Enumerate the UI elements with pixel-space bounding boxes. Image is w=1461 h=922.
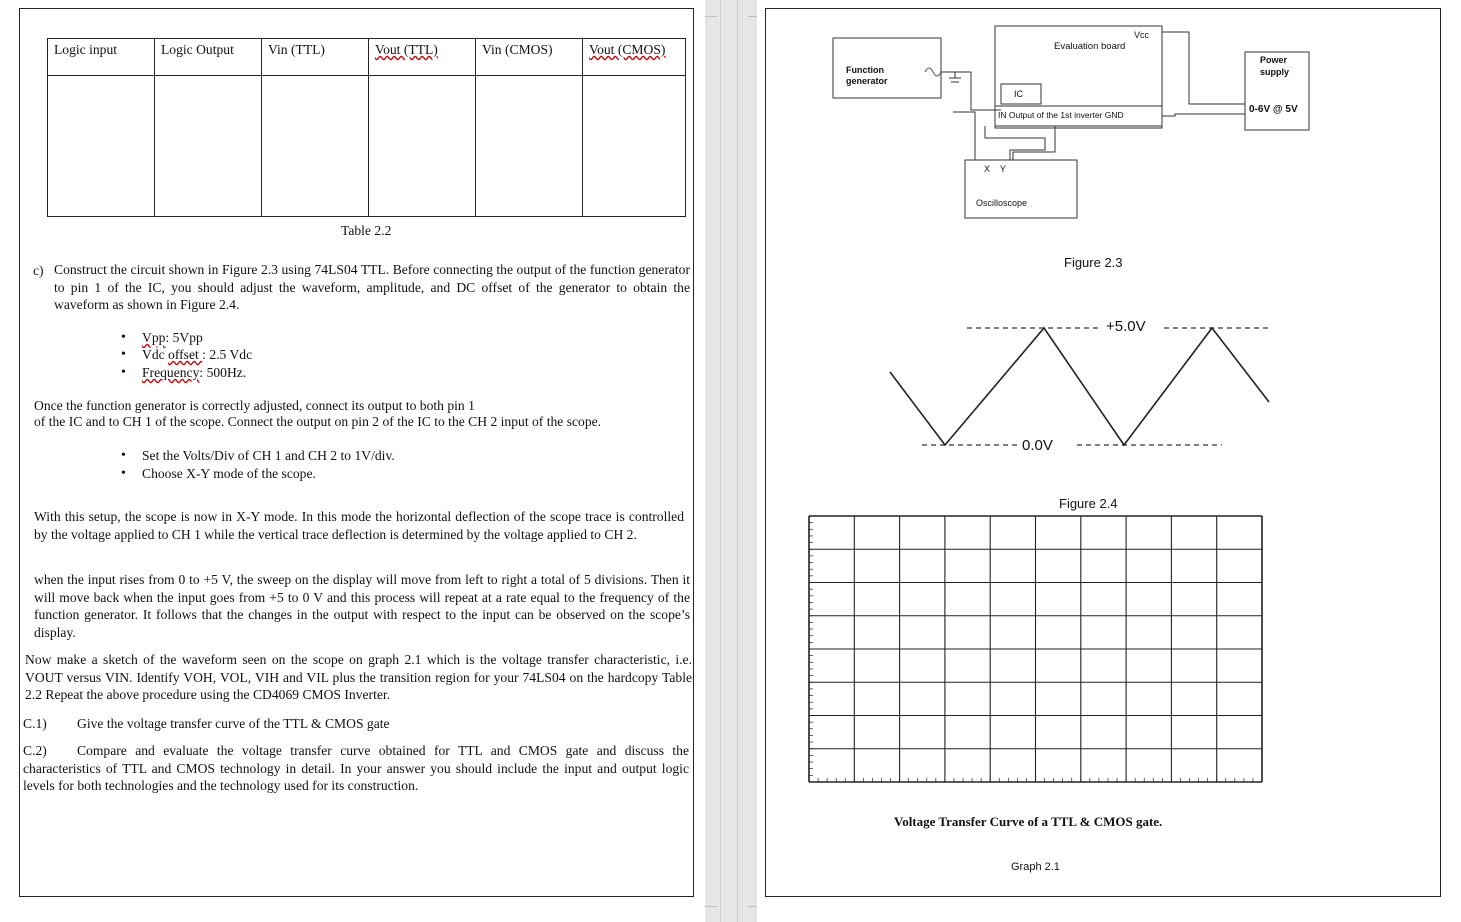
oscilloscope-box [965,160,1077,218]
connect-line-2: of the IC and to CH 1 of the scope. Connect the output on pin 2 of the IC to the CH 2 input of the scope. [34,414,602,429]
paragraph-sketch: Now make a sketch of the waveform seen on the scope on graph 2.1 which is the voltage transfer characteristic, i.e. VOUT versus VIN. Identify VOH, VOL, VIH and VIL plus the transition region for your 74LS04 on the hardcopy Table 2.2 Repeat the above procedure using the CD4069 CMOS Inverter. [25,652,692,702]
circuit-diagram [825,22,1325,227]
vcc-label: Vcc [1134,30,1150,40]
crop-mark [704,4,717,17]
table-cell [155,76,262,217]
pin-labels: IN Output of the 1st inverter GND [998,110,1124,120]
setting-frequency: • Frequency: 500Hz. [142,364,246,381]
setting-vdc-offset: • Vdc offset : 2.5 Vdc [142,346,252,363]
table-cell [583,76,686,217]
graph-grid [808,515,1263,783]
header-vout-ttl: Vout (TTL) [369,39,476,76]
header-vin-cmos: Vin (CMOS) [476,39,583,76]
header-vin-ttl: Vin (TTL) [262,39,369,76]
power-supply-label-2: supply [1260,67,1290,77]
measurement-table [47,38,686,217]
table-cell [369,76,476,217]
triangle-waveform [882,310,1277,460]
oscilloscope-label: Oscilloscope [976,198,1028,208]
paragraph-sweep: when the input rises from 0 to +5 V, the sweep on the display will move from left to right a total of 5 divisions. Then it will move back when the input goes from +5 to 0 V and this process will repeat at a rate equal to the frequency of the function generator. It follows that the changes in the output with respect to the input can be observed on the scope’s display. [34,572,690,640]
question-c1-label: C.1) [23,716,47,731]
power-supply-label-1: Power [1260,55,1288,65]
table-caption: Table 2.2 [341,223,392,238]
paragraph-xy-mode: With this setup, the scope is now in X-Y mode. In this mode the horizontal deflection of the scope trace is controlled by the voltage applied to CH 1 while the vertical trace deflection is determined by the voltage applied to CH 2. [34,509,684,542]
question-c2 [23,742,689,795]
graph-title: Voltage Transfer Curve of a TTL & CMOS gate. [894,814,1163,829]
graph-caption: Graph 2.1 [1011,861,1060,873]
connect-line-1: Once the function generator is correctly adjusted, connect its output to both pin 1 [34,398,475,413]
power-supply-value: 0-6V @ 5V [1249,104,1298,115]
question-c2-text: Compare and evaluate the voltage transfer curve obtained for TTL and CMOS gate and discuss the characteristics of TTL and CMOS technology in detail. In your answer you should include the input and output logic levels for both technologies and the technology used for its construction. [23,743,689,793]
scope-step-1: • Set the Volts/Div of CH 1 and CH 2 to 1V/div. [142,447,395,464]
xy-label: X Y [984,164,1006,174]
waveform-line [890,328,1269,445]
header-vout-cmos: Vout (CMOS) [583,39,686,76]
setting-vpp: • Vpp: 5Vpp [142,329,203,346]
table-cell [48,76,155,217]
right-page [757,0,1461,922]
question-c2-label: C.2) [23,743,47,758]
header-logic-input: Logic input [48,39,155,76]
vdc-term: Vdc [142,347,169,362]
function-generator-label-1: Function [846,65,884,75]
section-c-label: c) [33,263,44,278]
table-cell [476,76,583,217]
figure-2-3-caption: Figure 2.3 [1064,255,1123,270]
crop-mark [704,906,717,919]
figure-2-4-caption: Figure 2.4 [1059,496,1118,511]
page-gutter [705,0,757,922]
function-generator-label-2: generator [846,76,888,86]
evaluation-board-label: Evaluation board [1054,41,1126,52]
scope-step-2: • Choose X-Y mode of the scope. [142,465,316,482]
question-c1-text: Give the voltage transfer curve of the TTL & CMOS gate [77,716,390,731]
header-logic-output: Logic Output [155,39,262,76]
table-cell [262,76,369,217]
ic-label: IC [1014,89,1023,99]
waveform-low-label: 0.0V [1022,437,1053,454]
left-page [0,0,705,922]
waveform-high-label: +5.0V [1106,318,1146,335]
gutter-line [737,0,738,922]
gutter-line [720,0,721,922]
section-c-text: Construct the circuit shown in Figure 2.3 using 74LS04 TTL. Before connecting the output of the function generator to pin 1 of the IC, you should adjust the waveform, amplitude, and DC offset of the generator to obtain the waveform as shown in Figure 2.4. [54,262,690,312]
